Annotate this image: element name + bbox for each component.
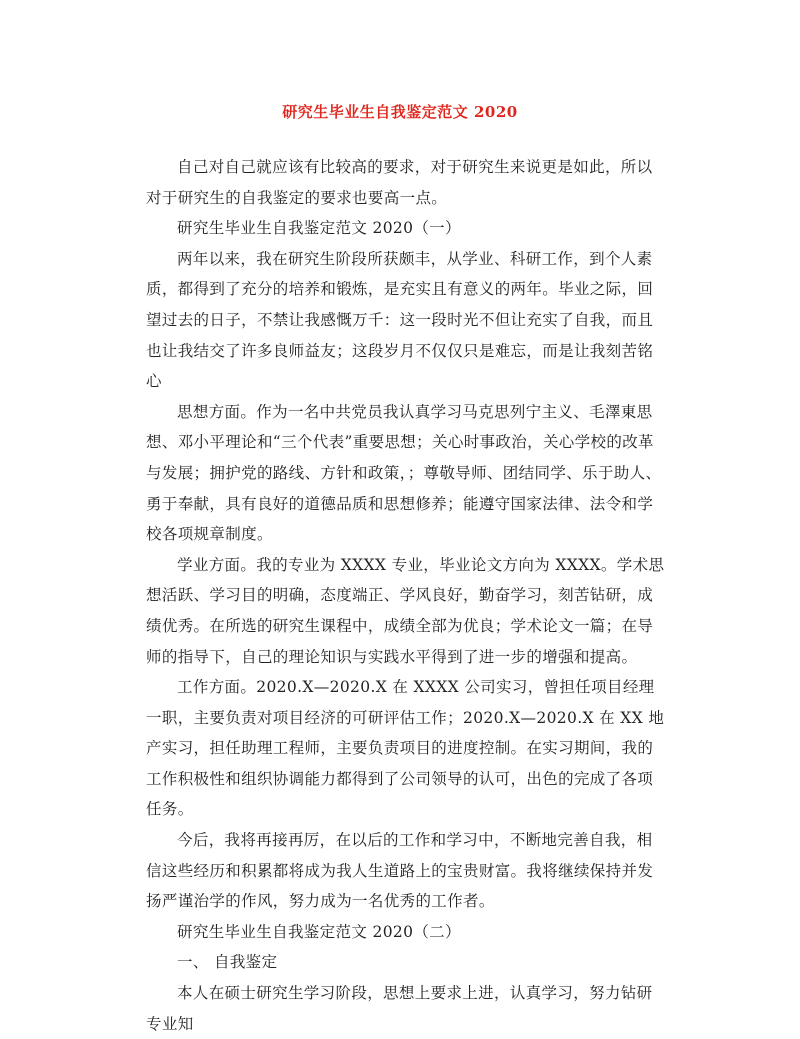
section-heading-1: 研究生毕业生自我鉴定范文 2020（一） xyxy=(177,219,461,238)
paragraph-intro: 自己对自己就应该有比较高的要求，对于研究生来说更是如此，所以对于研究生的自我鉴定的要求也要高一点。 xyxy=(146,158,653,207)
paragraph-study: 学业方面。我的专业为 XXXX 专业，毕业论文方向为 XXXX。学术思想活跃、学习目的明确，态度端正、学风良好，勤奋学习，刻苦钻研，成绩优秀。在所选的研究生课程中，成绩全部为优良；学术论文一篇；在导师的指导下，自己的理论知识与实践水平得到了进一步的增强和提高。 xyxy=(146,555,665,666)
paragraph-self-assessment: 本人在硕士研究生学习阶段，思想上要求上进，认真学习，努力钻研专业知 xyxy=(146,984,653,1033)
subsection-heading: 一、 自我鉴定 xyxy=(177,953,278,972)
paragraph-work: 工作方面。2020.X—2020.X 在 XXXX 公司实习，曾担任项目经理一职，主要负责对项目经济的可研评估工作；2020.X—2020.X 在 XX 地产实习，担任助理工程师，主要负责项目的进度控制。在实习期间，我的工作积极性和组织协调能力都得到了公司领导的认可，出色的完成了各项任务。 xyxy=(146,678,665,819)
section-heading-2: 研究生毕业生自我鉴定范文 2020（二） xyxy=(177,922,461,941)
paragraph-future: 今后，我将再接再厉，在以后的工作和学习中，不断地完善自我，相信这些经历和积累都将成为我人生道路上的宝贵财富。我将继续保持并发扬严谨治学的作风，努力成为一名优秀的工作者。 xyxy=(146,831,654,911)
document-title: 研究生毕业生自我鉴定范文 2020 xyxy=(282,103,518,121)
paragraph-overview: 两年以来，我在研究生阶段所获颇丰，从学业、科研工作，到个人素质，都得到了充分的培养和锻炼，是充实且有意义的两年。毕业之际，回望过去的日子，不禁让我感慨万千：这一段时光不但让充实了自我，而且也让我结交了许多良师益友；这段岁月不仅仅只是难忘，而是让我刻苦铭心 xyxy=(146,249,654,391)
document-body xyxy=(146,152,666,1039)
paragraph-thought: 思想方面。作为一名中共党员我认真学习马克思列宁主义、毛澤東思想、邓小平理论和“三个代表”重要思想；关心时事政治，关心学校的改革与发展；拥护党的路线、方针和政策，；尊敬导师、团结同学、乐于助人、勇于奉献，具有良好的道德品质和思想修养；能遵守国家法律、法令和学校各项规章制度。 xyxy=(146,402,662,544)
